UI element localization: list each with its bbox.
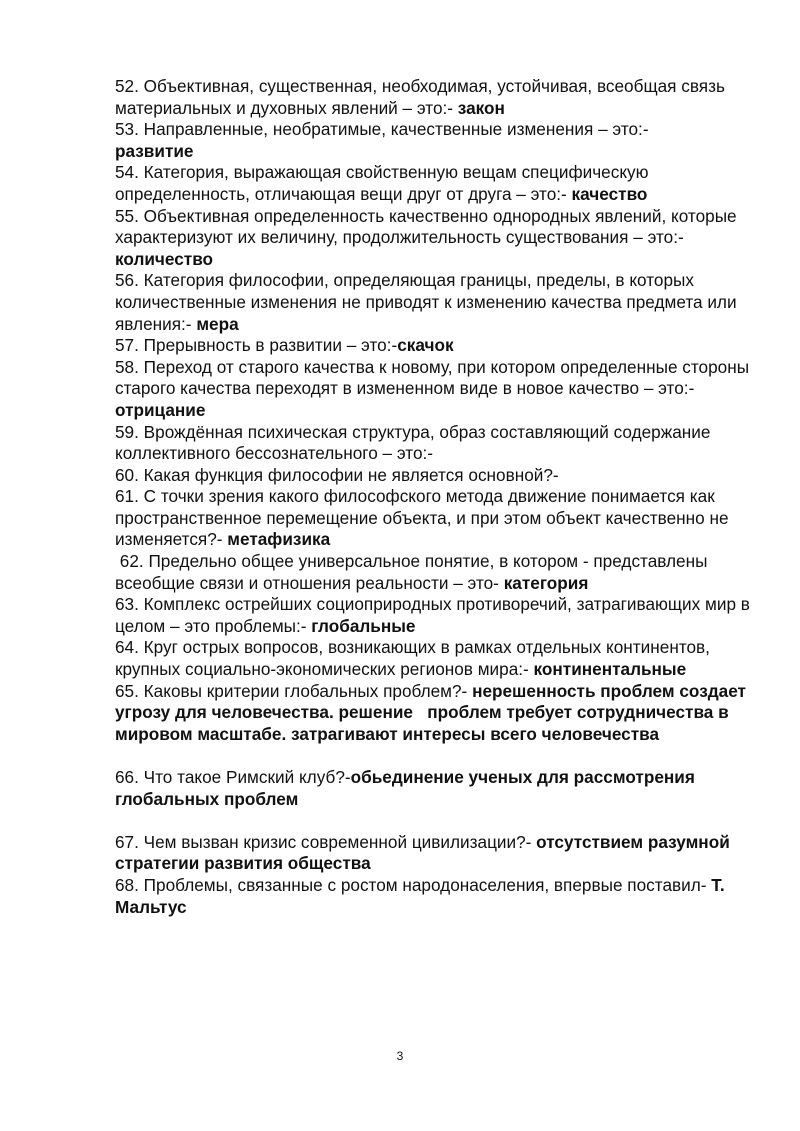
answer-text: отрицание (115, 399, 206, 420)
answer-text: отсутствием разумной стратегии развития общества (115, 831, 730, 874)
spacer (115, 745, 750, 767)
answer-text: закон (457, 97, 505, 118)
question-62 (115, 551, 750, 594)
answer-text: скачок (397, 335, 454, 356)
question-54 (115, 162, 750, 205)
answer-text: количество (115, 248, 214, 269)
question-text: 66. Что такое Римский клуб?- (115, 767, 351, 787)
question-text: 60. Какая функция философии не является основной?- (115, 464, 559, 485)
answer-text: нерешенность проблем создает угрозу для человечества. решение проблем требует сотрудничества в мировом масштабе. затрагивают интересы всего человечества (115, 680, 751, 744)
question-text: 61. С точки зрения какого философского метода движение понимается как пространственное перемещение объекта, и при этом объект качественно не изменяется?- (115, 486, 729, 550)
question-text: 58. Переход от старого качества к новому, при котором определенные стороны старого качества переходят в измененном виде в новое качество – это:- (115, 356, 750, 399)
page-number: 3 (396, 1049, 404, 1063)
answer-text: метафизика (227, 529, 331, 550)
question-57 (115, 335, 750, 357)
question-67 (115, 832, 750, 875)
question-text: 54. Категория, выражающая свойственную вещам специфическую определенность, отличающая вещи друг от друга – это:- (115, 162, 649, 204)
question-text: 59. Врождённая психическая структура, образ составляющий содержание коллективного бессознательного – это:- (115, 421, 711, 464)
question-text: 52. Объективная, существенная, необходимая, устойчивая, всеобщая связь материальных и духовных явлений – это:- (115, 76, 725, 118)
answer-text: мера (196, 313, 239, 334)
question-text: 67. Чем вызван кризис современной цивилизации?- (115, 831, 537, 852)
question-61 (115, 486, 750, 551)
question-text: 57. Прерывность в развитии – это:- (115, 335, 398, 356)
question-list (115, 76, 750, 918)
question-64 (115, 637, 750, 680)
answer-text: обьединение ученых для рассмотрения глобальных проблем (115, 767, 695, 809)
question-66 (115, 767, 750, 810)
question-text: 53. Направленные, необратимые, качественные изменения – это:- (115, 119, 649, 140)
question-52 (115, 76, 750, 119)
question-55 (115, 206, 750, 271)
answer-text: развитие (115, 140, 194, 161)
question-63 (115, 594, 750, 637)
answer-text: категория (503, 572, 589, 593)
question-text: 55. Объективная определенность качественно однородных явлений, которые характеризуют их величину, продолжительность существования – это:- (115, 205, 737, 248)
question-68 (115, 875, 750, 918)
question-text: 65. Каковы критерии глобальных проблем?- (115, 680, 473, 701)
question-text: 64. Круг острых вопросов, возникающих в рамках отдельных континентов, крупных социально-экономических регионов мира:- (115, 637, 710, 680)
question-65 (115, 681, 750, 746)
question-58 (115, 357, 750, 422)
spacer (115, 810, 750, 832)
question-text: 62. Предельно общее универсальное понятие, в котором - представлены всеобщие связи и отношения реальности – это- (115, 551, 713, 593)
answer-text: Т. Мальтус (115, 874, 725, 917)
question-60 (115, 465, 750, 487)
question-text: 63. Комплекс острейших социоприродных противоречий, затрагивающих мир в целом – это проблемы:- (115, 594, 750, 636)
question-text: 56. Категория философии, определяющая границы, пределы, в которых количественные изменения не приводят к изменению качества предмета или явления:- (115, 270, 737, 334)
answer-text: континентальные (533, 659, 687, 680)
question-text: 68. Проблемы, связанные с ростом народонаселения, впервые поставил- (115, 874, 712, 895)
question-53 (115, 119, 750, 162)
answer-text: качество (571, 183, 648, 204)
question-59 (115, 422, 750, 465)
answer-text: глобальные (311, 615, 416, 636)
question-56 (115, 270, 750, 335)
